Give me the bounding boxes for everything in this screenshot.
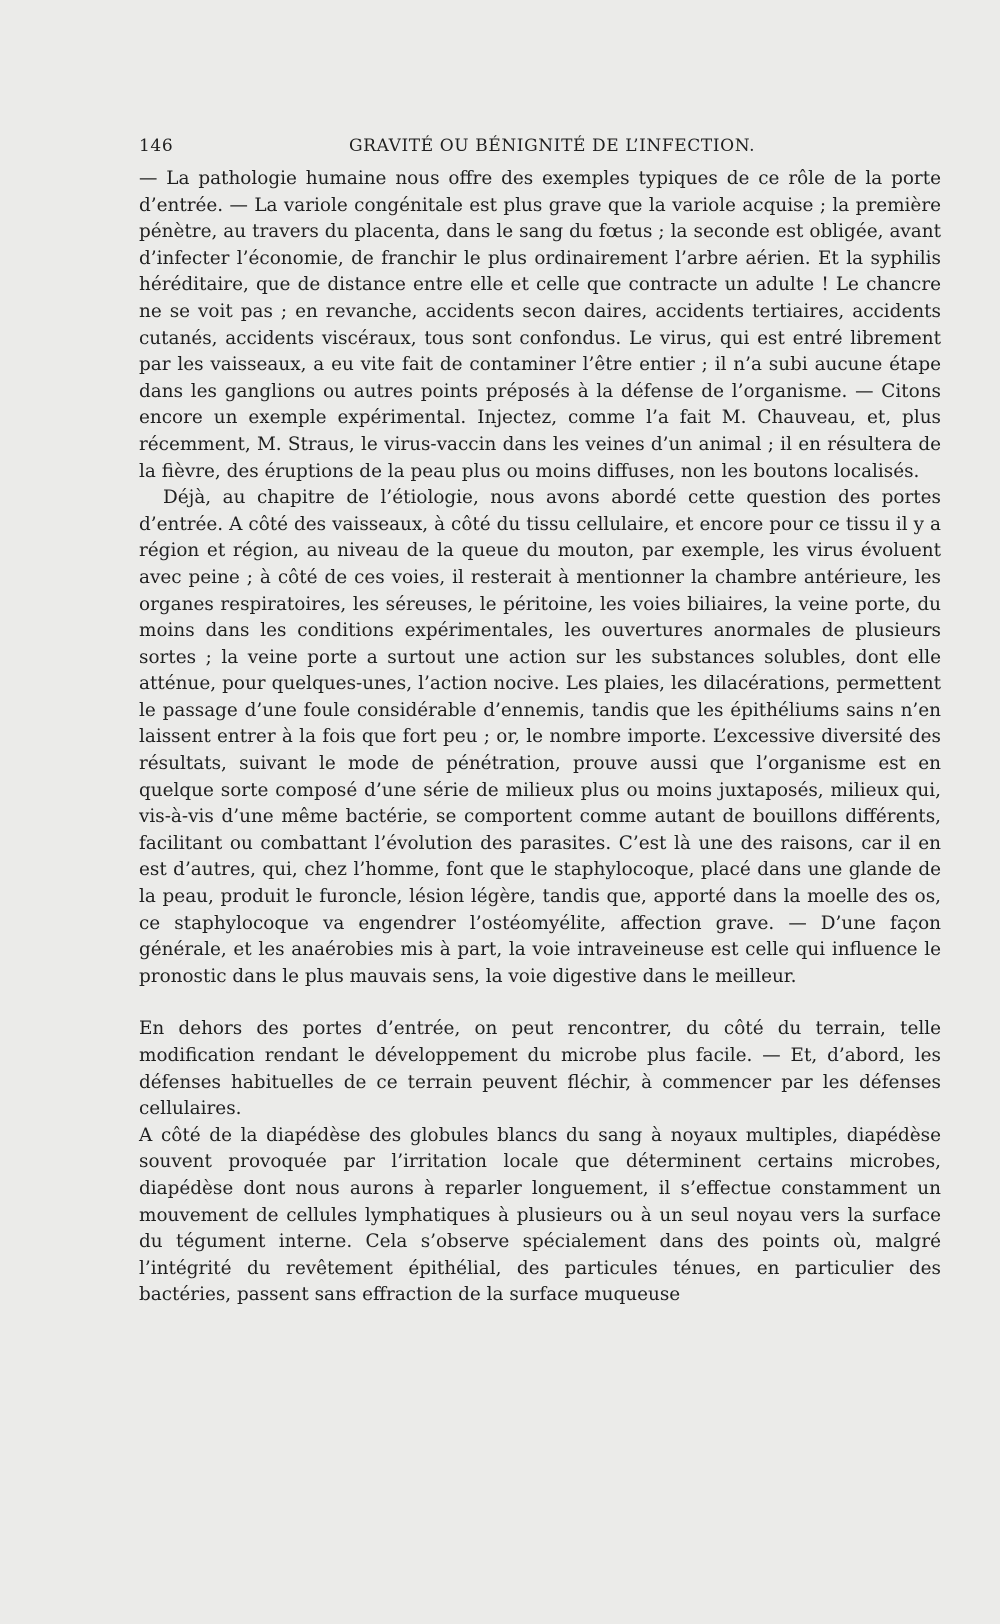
paragraph: A côté de la diapédèse des globules blancs du sang à noyaux multiples, diapédèse souvent provoquée par l’irritation locale que déterminent certains microbes, diapédèse dont nous aurons à reparler longuement, il s’effectue constamment un mouvement de cellules lymphatiques à plusieurs ou à un seul noyau vers la surface du tégument interne. Cela s’observe spécialement dans des points où, malgré l’intégrité du revêtement épithélial, des particules ténues, en particulier des bactéries, passent sans effraction de la surface muqueuse [139,1124,941,1306]
paragraph: Déjà, au chapitre de l’étiologie, nous avons abordé cette question des portes d’entrée. A côté des vaisseaux, à côté du tissu cellulaire, et encore pour ce tissu il y a région et région, au niveau de la queue du mouton, par exemple, les virus évoluent avec peine ; à côté de ces voies, il resterait à mentionner la chambre antérieure, les organes respiratoires, les séreuses, le péritoine, les voies biliaires, la veine porte, du moins dans les conditions expérimentales, les ouvertures anormales de plusieurs sortes ; la veine porte a surtout une action sur les substances solubles, dont elle atténue, pour quelques-unes, l’action nocive. Les plaies, les dilacérations, permettent le passage d’une foule considérable d’ennemis, tandis que les épithéliums sains n’en laissent entrer à la fois que fort peu ; or, le nombre importe. L’excessive diversité des résultats, suivant le mode de pénétration, prouve aussi que l’organisme est en quelque sorte composé d’une série de milieux plus ou moins juxtaposés, milieux qui, vis-à-vis d’une même bactérie, se comportent comme autant de bouillons différents, facilitant ou combattant l’évolution des parasites. C’est là une des raisons, car il en est d’autres, qui, chez l’homme, font que le staphylocoque, placé dans une glande de la peau, produit le furoncle, lésion légère, tandis que, apporté dans la moelle des os, ce staphylocoque va engendrer l’ostéomyélite, affection grave. — D’une façon générale, et les anaérobies mis à part, la voie intraveineuse est celle qui influence le pronostic dans le plus mauvais sens, la voie digestive dans le meilleur. [139,487,941,987]
text-block [139,133,941,1309]
paragraph: — La pathologie humaine nous offre des exemples typiques de ce rôle de la porte d’entrée. — La variole congénitale est plus grave que la variole acquise ; la première pénètre, au travers du placenta, dans le sang du fœtus ; la seconde est obligée, avant d’infecter l’économie, de franchir le plus ordinairement l’arbre aérien. Et la syphilis héréditaire, que de distance entre elle et celle que contracte un adulte ! Le chancre ne se voit pas ; en revanche, accidents secon daires, accidents tertiaires, accidents cutanés, accidents viscéraux, tous sont confondus. Le virus, qui est entré librement par les vaisseaux, a eu vite fait de contaminer l’être entier ; il n’a subi aucune étape dans les ganglions ou autres points préposés à la défense de l’organisme. — Citons encore un exemple expérimental. Injectez, comme l’a fait M. Chauveau, et, plus récemment, M. Straus, le virus-vaccin dans les veines d’un animal ; il en résultera de la fièvre, des éruptions de la peau plus ou moins diffuses, non les boutons localisés. [139,168,941,482]
running-title: GRAVITÉ OU BÉNIGNITÉ DE L’INFECTION. [349,136,756,156]
paragraph: En dehors des portes d’entrée, on peut rencontrer, du côté du terrain, telle modification rendant le développement du microbe plus facile. — Et, d’abord, les défenses habituelles de ce terrain peuvent fléchir, à commencer par les défenses cellulaires. [139,1018,941,1120]
running-header [139,133,941,159]
page-number: 146 [139,136,174,156]
